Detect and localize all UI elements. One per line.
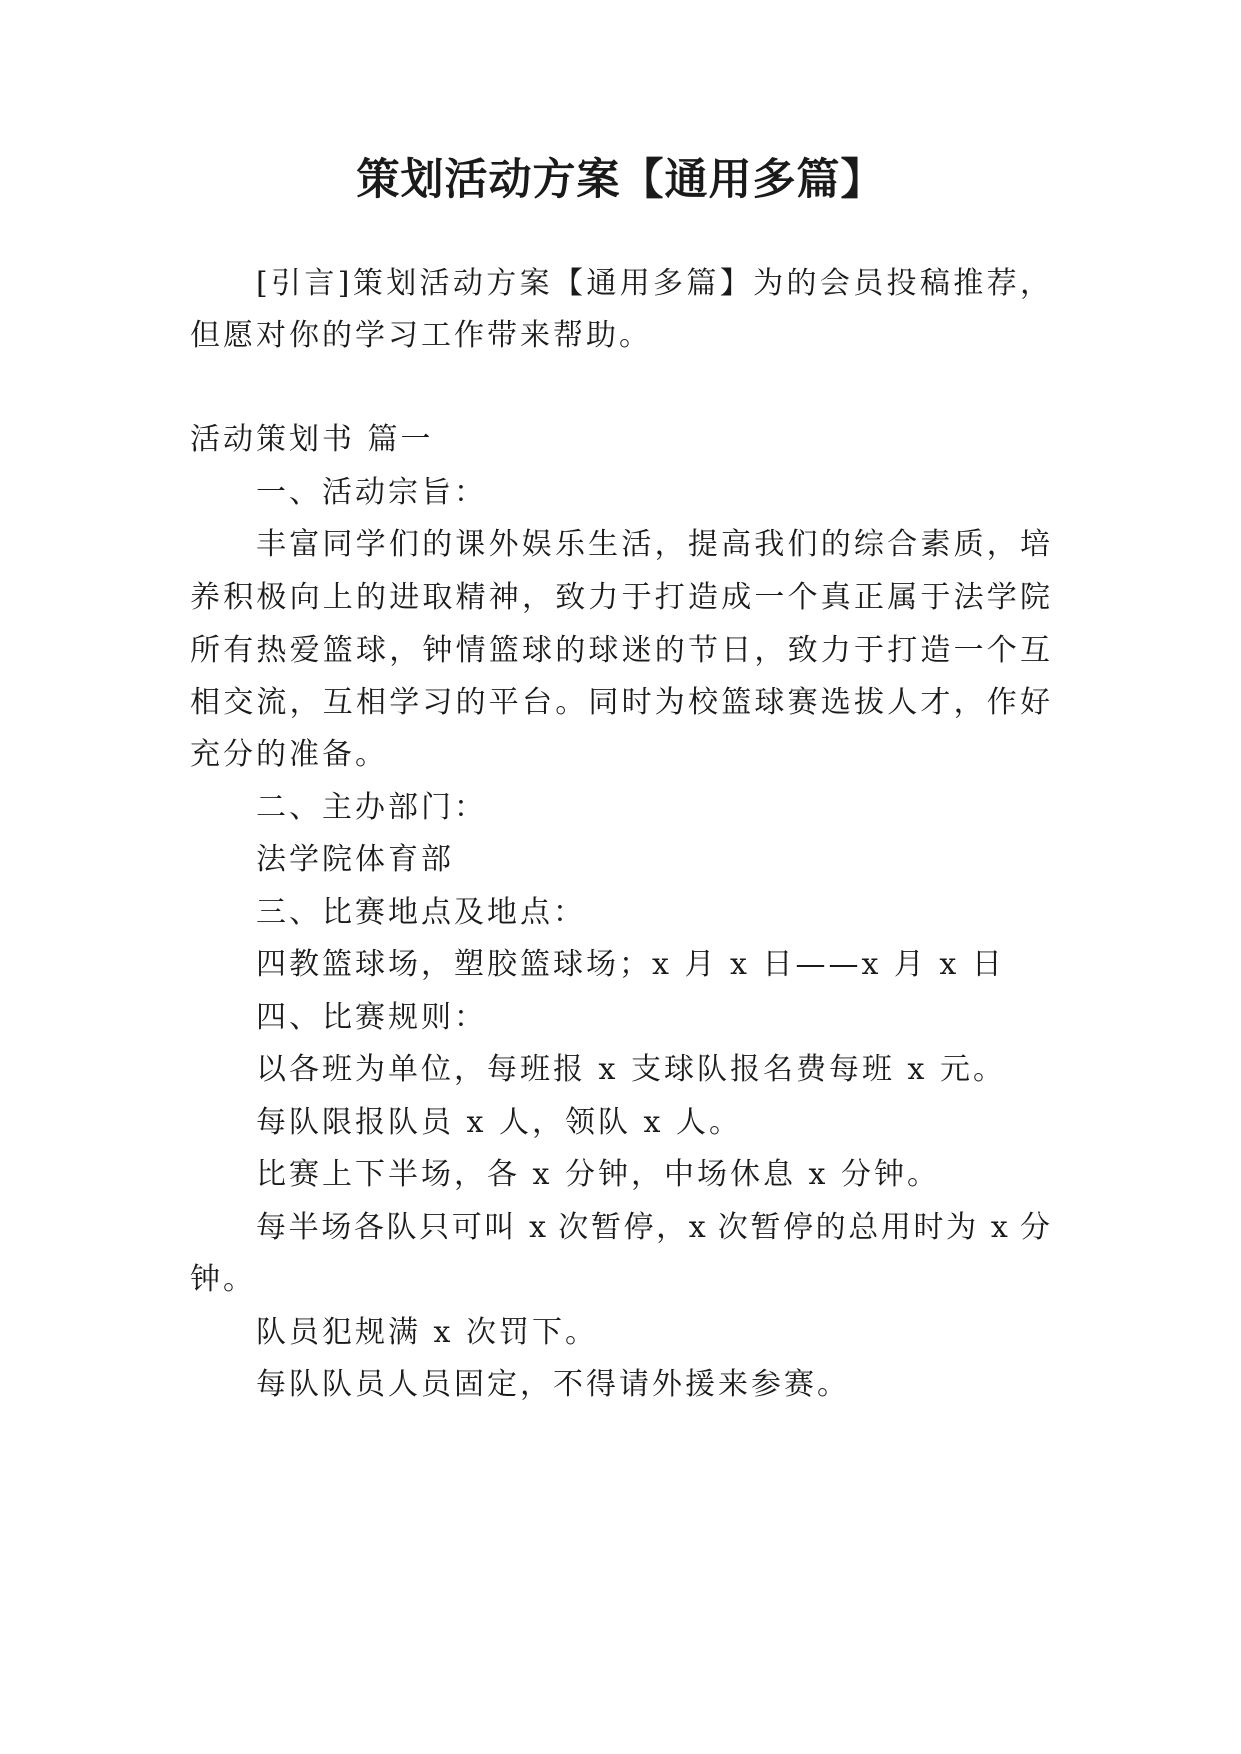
rule-6: 每队队员人员固定，不得请外援来参赛。 bbox=[256, 1367, 850, 1402]
rule-5: 队员犯规满 x 次罚下。 bbox=[256, 1315, 598, 1350]
document-title: 策划活动方案【通用多篇】 bbox=[356, 155, 885, 205]
intro-line-2: 但愿对你的学习工作带来帮助。 bbox=[190, 318, 652, 353]
heading-venue: 三、比赛地点及地点： bbox=[256, 895, 586, 930]
rule-4-line-2: 钟。 bbox=[190, 1262, 256, 1297]
section-heading: 活动策划书 篇一 bbox=[190, 422, 434, 457]
organizer-text: 法学院体育部 bbox=[256, 842, 454, 877]
purpose-line-1: 丰富同学们的课外娱乐生活，提高我们的综合素质，培 bbox=[256, 527, 1050, 562]
rule-3: 比赛上下半场，各 x 分钟，中场休息 x 分钟。 bbox=[256, 1157, 940, 1192]
intro-line-1: [引言]策划活动方案【通用多篇】为的会员投稿推荐， bbox=[256, 266, 1050, 301]
heading-rules: 四、比赛规则： bbox=[256, 1000, 487, 1035]
purpose-line-3: 所有热爱篮球，钟情篮球的球迷的节日，致力于打造一个互 bbox=[190, 633, 1050, 668]
heading-organizer: 二、主办部门： bbox=[256, 790, 487, 825]
purpose-line-5: 充分的准备。 bbox=[190, 737, 388, 772]
heading-purpose: 一、活动宗旨： bbox=[256, 475, 487, 510]
venue-text: 四教篮球场，塑胶篮球场；x 月 x 日——x 月 x 日 bbox=[256, 947, 1005, 982]
purpose-line-2: 养积极向上的进取精神，致力于打造成一个真正属于法学院 bbox=[190, 580, 1050, 615]
rule-2: 每队限报队员 x 人，领队 x 人。 bbox=[256, 1105, 742, 1140]
rule-1: 以各班为单位，每班报 x 支球队报名费每班 x 元。 bbox=[256, 1052, 1006, 1087]
purpose-line-4: 相交流，互相学习的平台。同时为校篮球赛选拔人才，作好 bbox=[190, 685, 1050, 720]
rule-4-line-1: 每半场各队只可叫 x 次暂停，x 次暂停的总用时为 x 分 bbox=[256, 1210, 1050, 1245]
